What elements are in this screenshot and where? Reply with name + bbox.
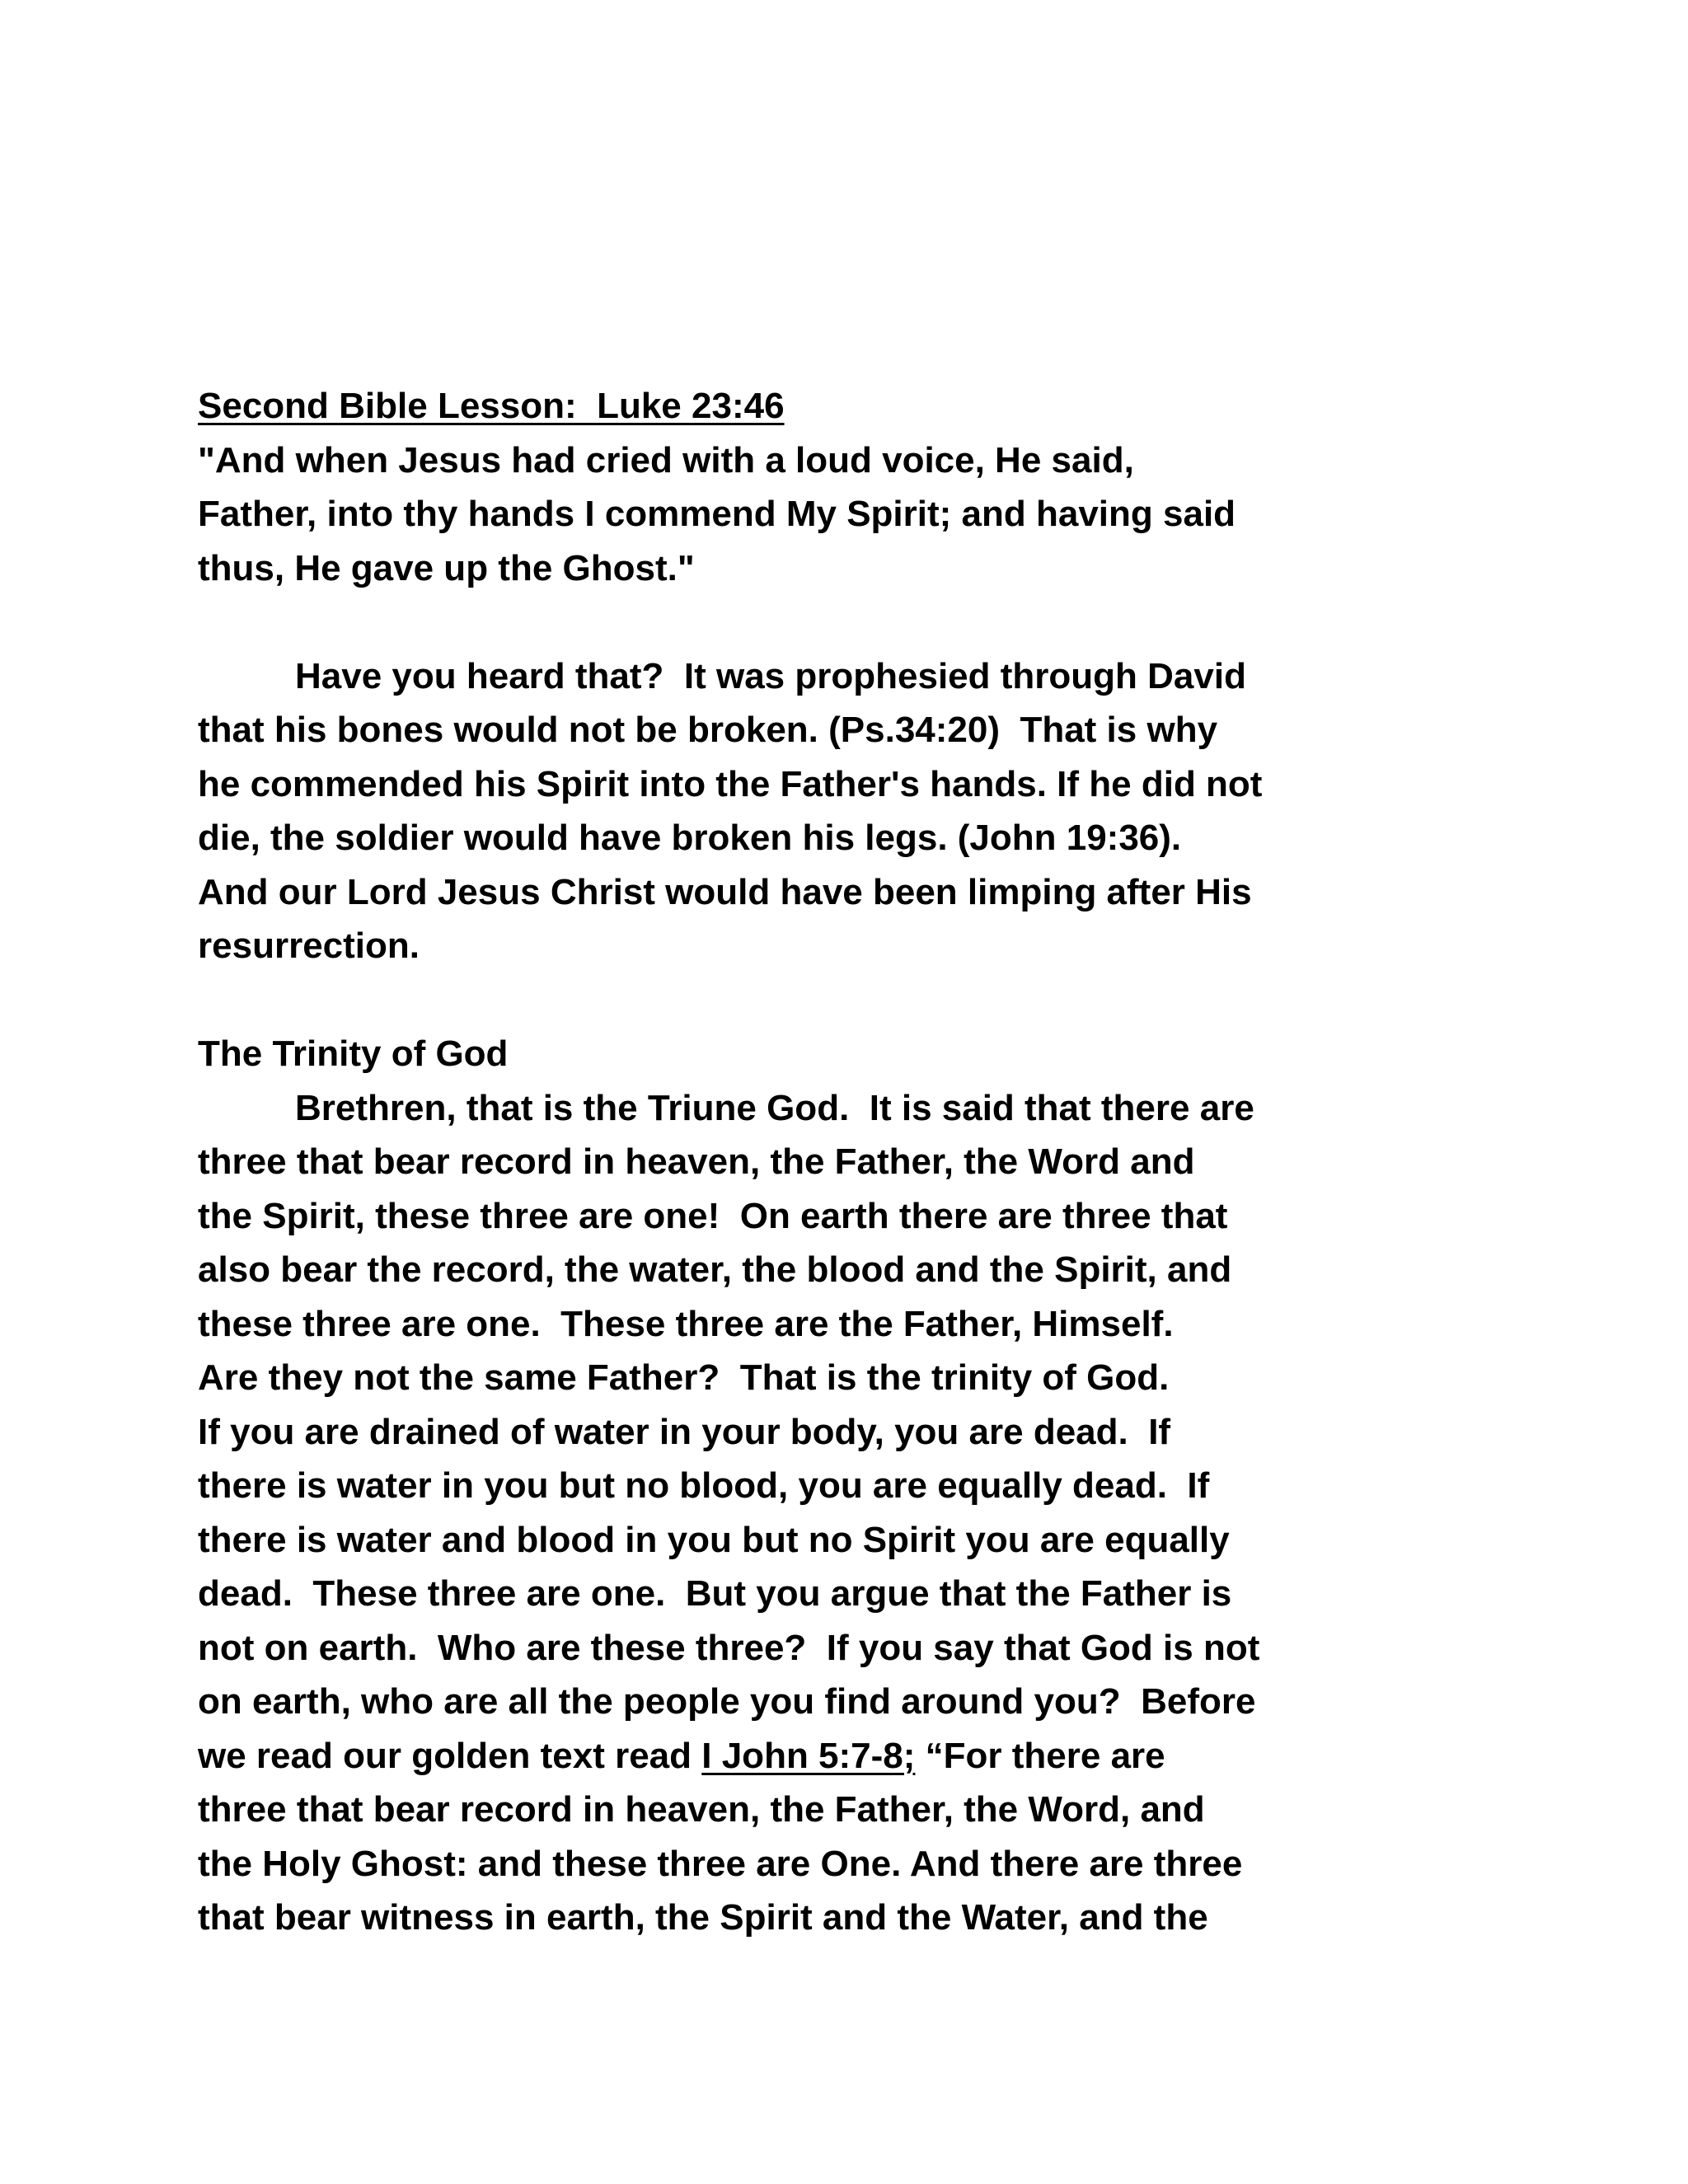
- lesson-text: [198, 379, 1533, 1945]
- paragraph-line: also bear the record, the water, the blood and the Spirit, and: [198, 1249, 1232, 1290]
- paragraph-line: die, the soldier would have broken his legs. (John 19:36).: [198, 818, 1182, 858]
- paragraph-line: If you are drained of water in your body, you are dead. If: [198, 1411, 1171, 1452]
- paragraph-line: not on earth. Who are these three? If you say that God is not: [198, 1627, 1260, 1668]
- lesson-heading: Second Bible Lesson: Luke 23:46: [198, 386, 785, 426]
- golden-text-line: [198, 1729, 1533, 1783]
- paragraph-line: resurrection.: [198, 926, 420, 966]
- golden-text-suffix: “For there are: [915, 1735, 1165, 1776]
- quote-line: Father, into thy hands I commend My Spirit; and having said: [198, 494, 1236, 534]
- paragraph-line: Have you heard that? It was prophesied through David: [295, 655, 1246, 696]
- quote-line: "And when Jesus had cried with a loud voice, He said,: [198, 439, 1134, 480]
- blank-line: [198, 595, 1533, 649]
- golden-text-prefix: we read our golden text read: [198, 1735, 702, 1776]
- quote-line: thus, He gave up the Ghost.": [198, 547, 695, 588]
- paragraph-line: on earth, who are all the people you find around you? Before: [198, 1681, 1256, 1722]
- paragraph-line: there is water and blood in you but no Spirit you are equally: [198, 1519, 1230, 1560]
- blank-line: [198, 973, 1533, 1028]
- section-heading: The Trinity of God: [198, 1033, 509, 1074]
- paragraph-line: three that bear record in heaven, the Father, the Word, and: [198, 1789, 1205, 1830]
- paragraph-line: the Holy Ghost: and these three are One. And there are three: [198, 1843, 1243, 1884]
- paragraph-line: three that bear record in heaven, the Father, the Word and: [198, 1141, 1195, 1182]
- paragraph-line: that bear witness in earth, the Spirit and the Water, and the: [198, 1897, 1208, 1938]
- scripture-reference: I John 5:7-8;: [701, 1735, 916, 1776]
- paragraph-line: the Spirit, these three are one! On earth there are three that: [198, 1195, 1228, 1236]
- paragraph-line: And our Lord Jesus Christ would have been limping after His: [198, 871, 1252, 912]
- paragraph-line: dead. These three are one. But you argue that the Father is: [198, 1573, 1232, 1614]
- paragraph-line: these three are one. These three are the Father, Himself.: [198, 1303, 1174, 1344]
- paragraph-line: he commended his Spirit into the Father's hands. If he did not: [198, 763, 1263, 804]
- paragraph-line: Brethren, that is the Triune God. It is said that there are: [295, 1087, 1254, 1128]
- paragraph-line: Are they not the same Father? That is the trinity of God.: [198, 1357, 1170, 1398]
- paragraph-line: that his bones would not be broken. (Ps.34:20) That is why: [198, 710, 1218, 750]
- paragraph-line: there is water in you but no blood, you are equally dead. If: [198, 1465, 1210, 1506]
